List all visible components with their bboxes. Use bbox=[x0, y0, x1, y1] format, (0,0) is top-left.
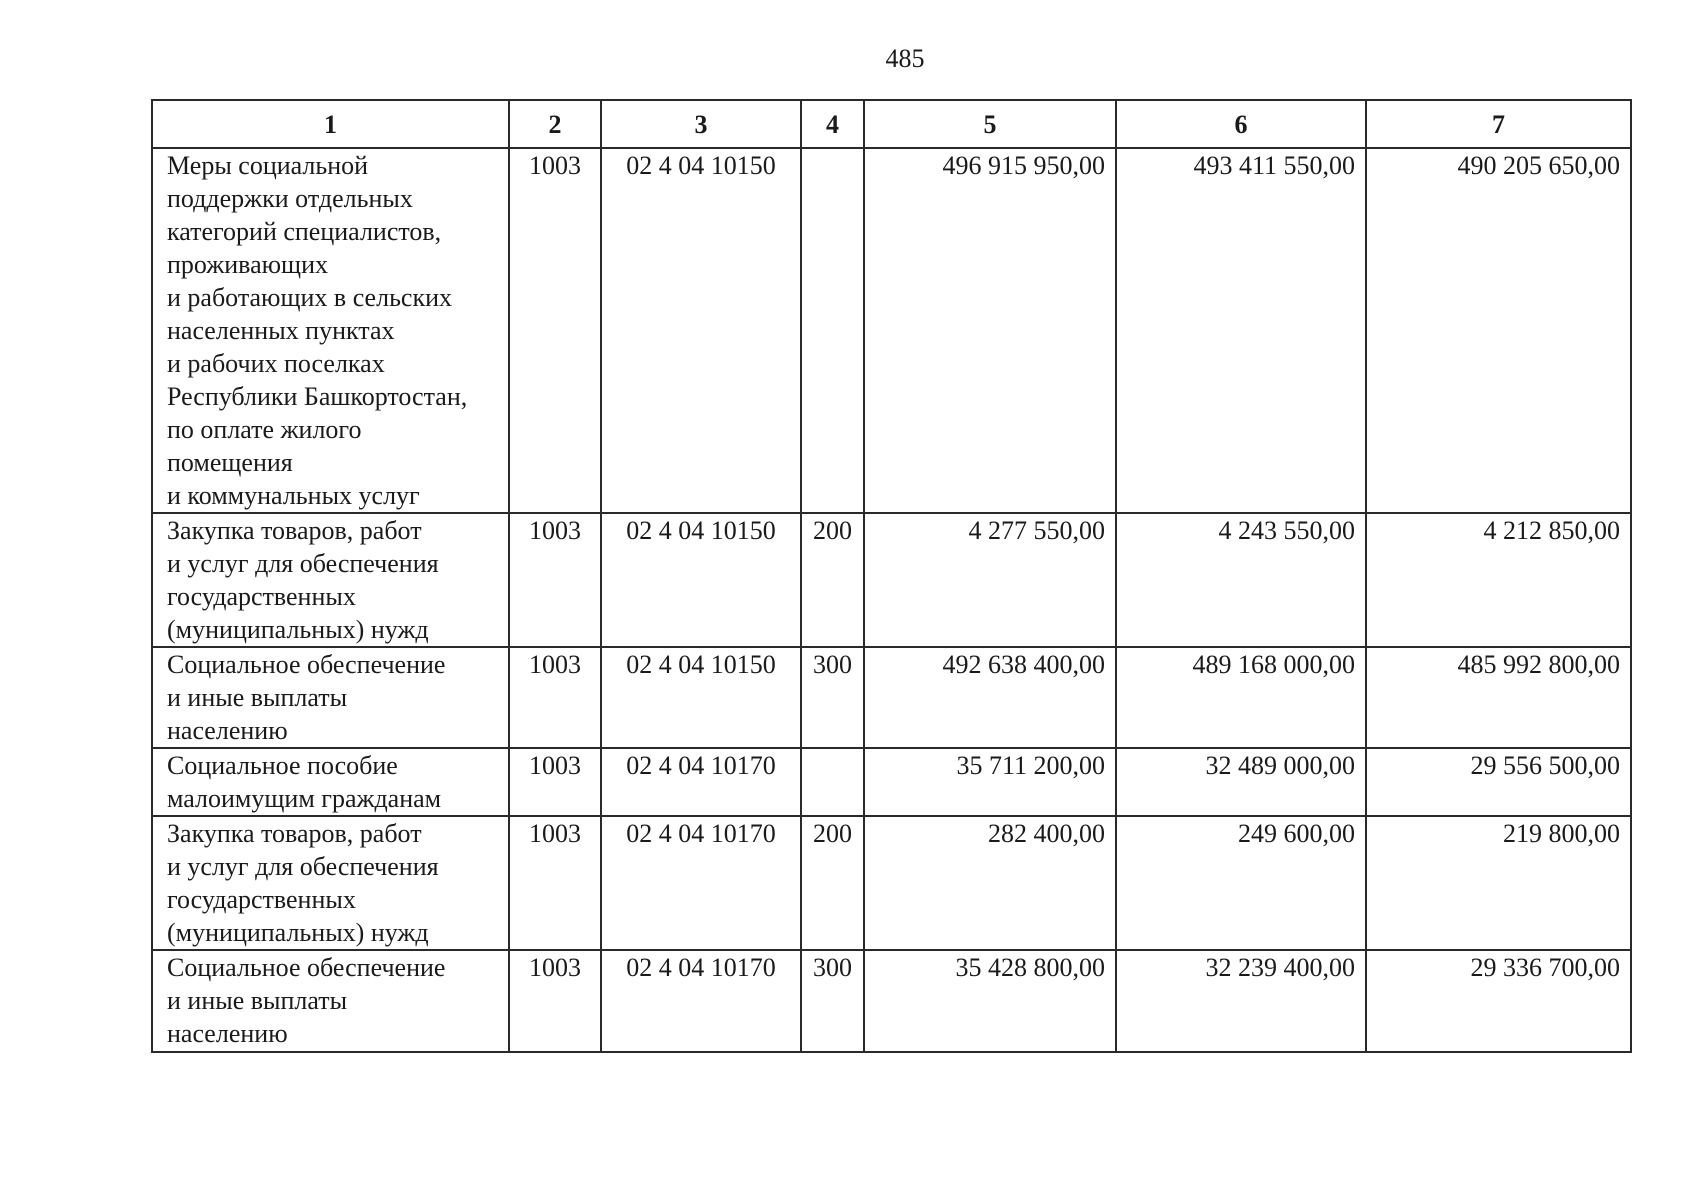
row-col7: 219 800,00 bbox=[1366, 816, 1631, 950]
header-col-2: 2 bbox=[509, 100, 601, 148]
row-expense-type: 300 bbox=[801, 950, 864, 1052]
row-name: Меры социальной поддержки отдельных категорий специалистов, проживающих и работающих в сельских населенных пунктах и рабочих поселках Республики Башкортостан, по оплате жилого помещения и коммунальных услуг bbox=[152, 148, 509, 513]
row-col5: 492 638 400,00 bbox=[864, 647, 1116, 748]
row-col5: 35 711 200,00 bbox=[864, 748, 1116, 816]
table-row bbox=[152, 816, 1631, 950]
row-target: 02 4 04 10170 bbox=[601, 748, 801, 816]
page-number: 485 bbox=[885, 44, 925, 73]
header-col-7: 7 bbox=[1366, 100, 1631, 148]
row-name: Закупка товаров, работ и услуг для обеспечения государственных (муниципальных) нужд bbox=[152, 513, 509, 647]
row-col7: 485 992 800,00 bbox=[1366, 647, 1631, 748]
table-row bbox=[152, 748, 1631, 816]
row-name: Закупка товаров, работ и услуг для обеспечения государственных (муниципальных) нужд bbox=[152, 816, 509, 950]
row-col6: 32 489 000,00 bbox=[1116, 748, 1366, 816]
row-section: 1003 bbox=[509, 950, 601, 1052]
header-col-3: 3 bbox=[601, 100, 801, 148]
row-expense-type: 200 bbox=[801, 816, 864, 950]
row-section: 1003 bbox=[509, 513, 601, 647]
header-col-4: 4 bbox=[801, 100, 864, 148]
row-col6: 493 411 550,00 bbox=[1116, 148, 1366, 513]
row-expense-type: 300 bbox=[801, 647, 864, 748]
row-col5: 282 400,00 bbox=[864, 816, 1116, 950]
row-section: 1003 bbox=[509, 816, 601, 950]
row-col6: 249 600,00 bbox=[1116, 816, 1366, 950]
row-col7: 29 556 500,00 bbox=[1366, 748, 1631, 816]
row-expense-type bbox=[801, 748, 864, 816]
row-col5: 4 277 550,00 bbox=[864, 513, 1116, 647]
table-row bbox=[152, 647, 1631, 748]
row-expense-type bbox=[801, 148, 864, 513]
budget-table bbox=[151, 99, 1632, 1053]
row-col5: 35 428 800,00 bbox=[864, 950, 1116, 1052]
row-name: Социальное обеспечение и иные выплаты населению bbox=[152, 950, 509, 1052]
row-col7: 29 336 700,00 bbox=[1366, 950, 1631, 1052]
row-col5: 496 915 950,00 bbox=[864, 148, 1116, 513]
table-row bbox=[152, 513, 1631, 647]
row-col6: 4 243 550,00 bbox=[1116, 513, 1366, 647]
header-col-6: 6 bbox=[1116, 100, 1366, 148]
row-col7: 490 205 650,00 bbox=[1366, 148, 1631, 513]
row-section: 1003 bbox=[509, 748, 601, 816]
header-col-1: 1 bbox=[152, 100, 509, 148]
row-target: 02 4 04 10170 bbox=[601, 950, 801, 1052]
row-col6: 489 168 000,00 bbox=[1116, 647, 1366, 748]
row-col7: 4 212 850,00 bbox=[1366, 513, 1631, 647]
header-col-5: 5 bbox=[864, 100, 1116, 148]
table-row bbox=[152, 148, 1631, 513]
row-section: 1003 bbox=[509, 148, 601, 513]
row-expense-type: 200 bbox=[801, 513, 864, 647]
row-col6: 32 239 400,00 bbox=[1116, 950, 1366, 1052]
row-name: Социальное обеспечение и иные выплаты населению bbox=[152, 647, 509, 748]
row-target: 02 4 04 10170 bbox=[601, 816, 801, 950]
table-row bbox=[152, 950, 1631, 1052]
row-section: 1003 bbox=[509, 647, 601, 748]
row-target: 02 4 04 10150 bbox=[601, 148, 801, 513]
row-target: 02 4 04 10150 bbox=[601, 647, 801, 748]
row-name: Социальное пособие малоимущим гражданам bbox=[152, 748, 509, 816]
row-target: 02 4 04 10150 bbox=[601, 513, 801, 647]
header-row bbox=[152, 100, 1631, 148]
